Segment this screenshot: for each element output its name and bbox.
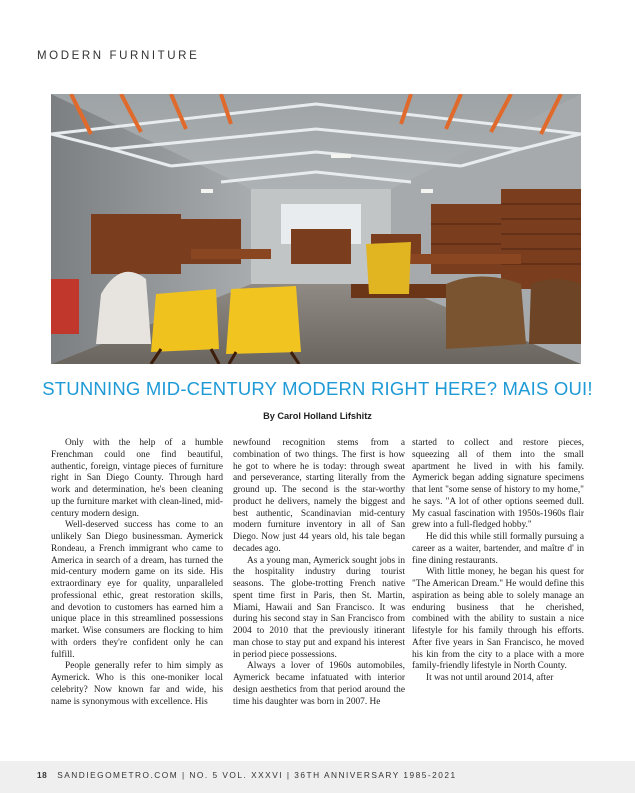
paragraph: As a young man, Aymerick sought jobs in the hospitality industry during tourist seasons. The globe-trotting French native spent time first in Paris, then St. Martin, Miami, Hawaii and San Francisco. It was during his second stay in San Francisco from 2004 to 2010 that the previously itinerant man chose to stay put and expand his interest in period piece possessions. (233, 555, 405, 660)
footer (37, 770, 457, 780)
warehouse-illustration (51, 94, 581, 364)
paragraph: Always a lover of 1960s automobiles, Aymerick became infatuated with interior design aesthetics from that period around the time his daughter was born in 2007. He (233, 661, 405, 707)
paragraph: Well-deserved success has come to an unlikely San Diego businessman. Aymerick Rondeau, a French immigrant who came to America in search of a dream, has turned the mid-century modern game on its side. His extraordinary eye for quality, unparalleled professional ethic, great restoration skills, and devotion to customers has earned him a unique place in this streamlined possessions market. Wise consumers are flocking to him with orders they're confident only he can fulfill. (51, 520, 223, 660)
article-column-2 (233, 438, 405, 708)
paragraph: Only with the help of a humble Frenchman could one find beautiful, authentic, foreign, vintage pieces of furniture right in San Diego County. Through hard work and determination, he's been cleaning up the furniture market with clean-lined, mid-century modern design. (51, 438, 223, 519)
article-column-3 (412, 438, 584, 685)
article-column-1 (51, 438, 223, 708)
hero-photo (51, 94, 581, 364)
page-number: 18 (37, 770, 48, 780)
paragraph: newfound recognition stems from a combination of two things. The first is how he got to where he is today: through sweat and perseverance, starting literally from the ground up. The second is the star-worthy product he delivers, namely the biggest and best authentic, Scandinavian mid-century modern furniture inventory in all of San Diego. Now just 44 years old, his tale began decades ago. (233, 438, 405, 554)
footer-info: SANDIEGOMETRO.COM | NO. 5 VOL. XXXVI | 36TH ANNIVERSARY 1985-2021 (57, 770, 457, 780)
article-headline: STUNNING MID-CENTURY MODERN RIGHT HERE? MAIS OUI! (42, 378, 593, 399)
paragraph: He did this while still formally pursuing a career as a waiter, bartender, and maître d' in fine dining restaurants. (412, 532, 584, 566)
section-label: MODERN FURNITURE (37, 50, 200, 62)
article-byline: By Carol Holland Lifshitz (263, 411, 372, 421)
paragraph: It was not until around 2014, after (426, 673, 554, 683)
paragraph: started to collect and restore pieces, squeezing all of them into the small apartment he lived in with his family. Aymerick began adding signature specimens that lent "some sense of history to my home," he says. "A lot of other options seemed dull. My casual fascination with 1950s-1960s flair grew into a full-fledged hobby." (412, 438, 584, 531)
paragraph: With little money, he began his quest for "The American Dream." He would define this aspiration as being able to solely manage an enduring business that he cherished, combined with the ability to sustain a nice lifestyle for his family through his efforts. After five years in San Francisco, he moved his kin from the city to a place with a more family-friendly lifestyle in North County. (412, 567, 584, 672)
paragraph: People generally refer to him simply as Aymerick. Who is this one-moniker local celebrity? Now known far and wide, his name is synonymous with excellence. His (51, 661, 223, 707)
